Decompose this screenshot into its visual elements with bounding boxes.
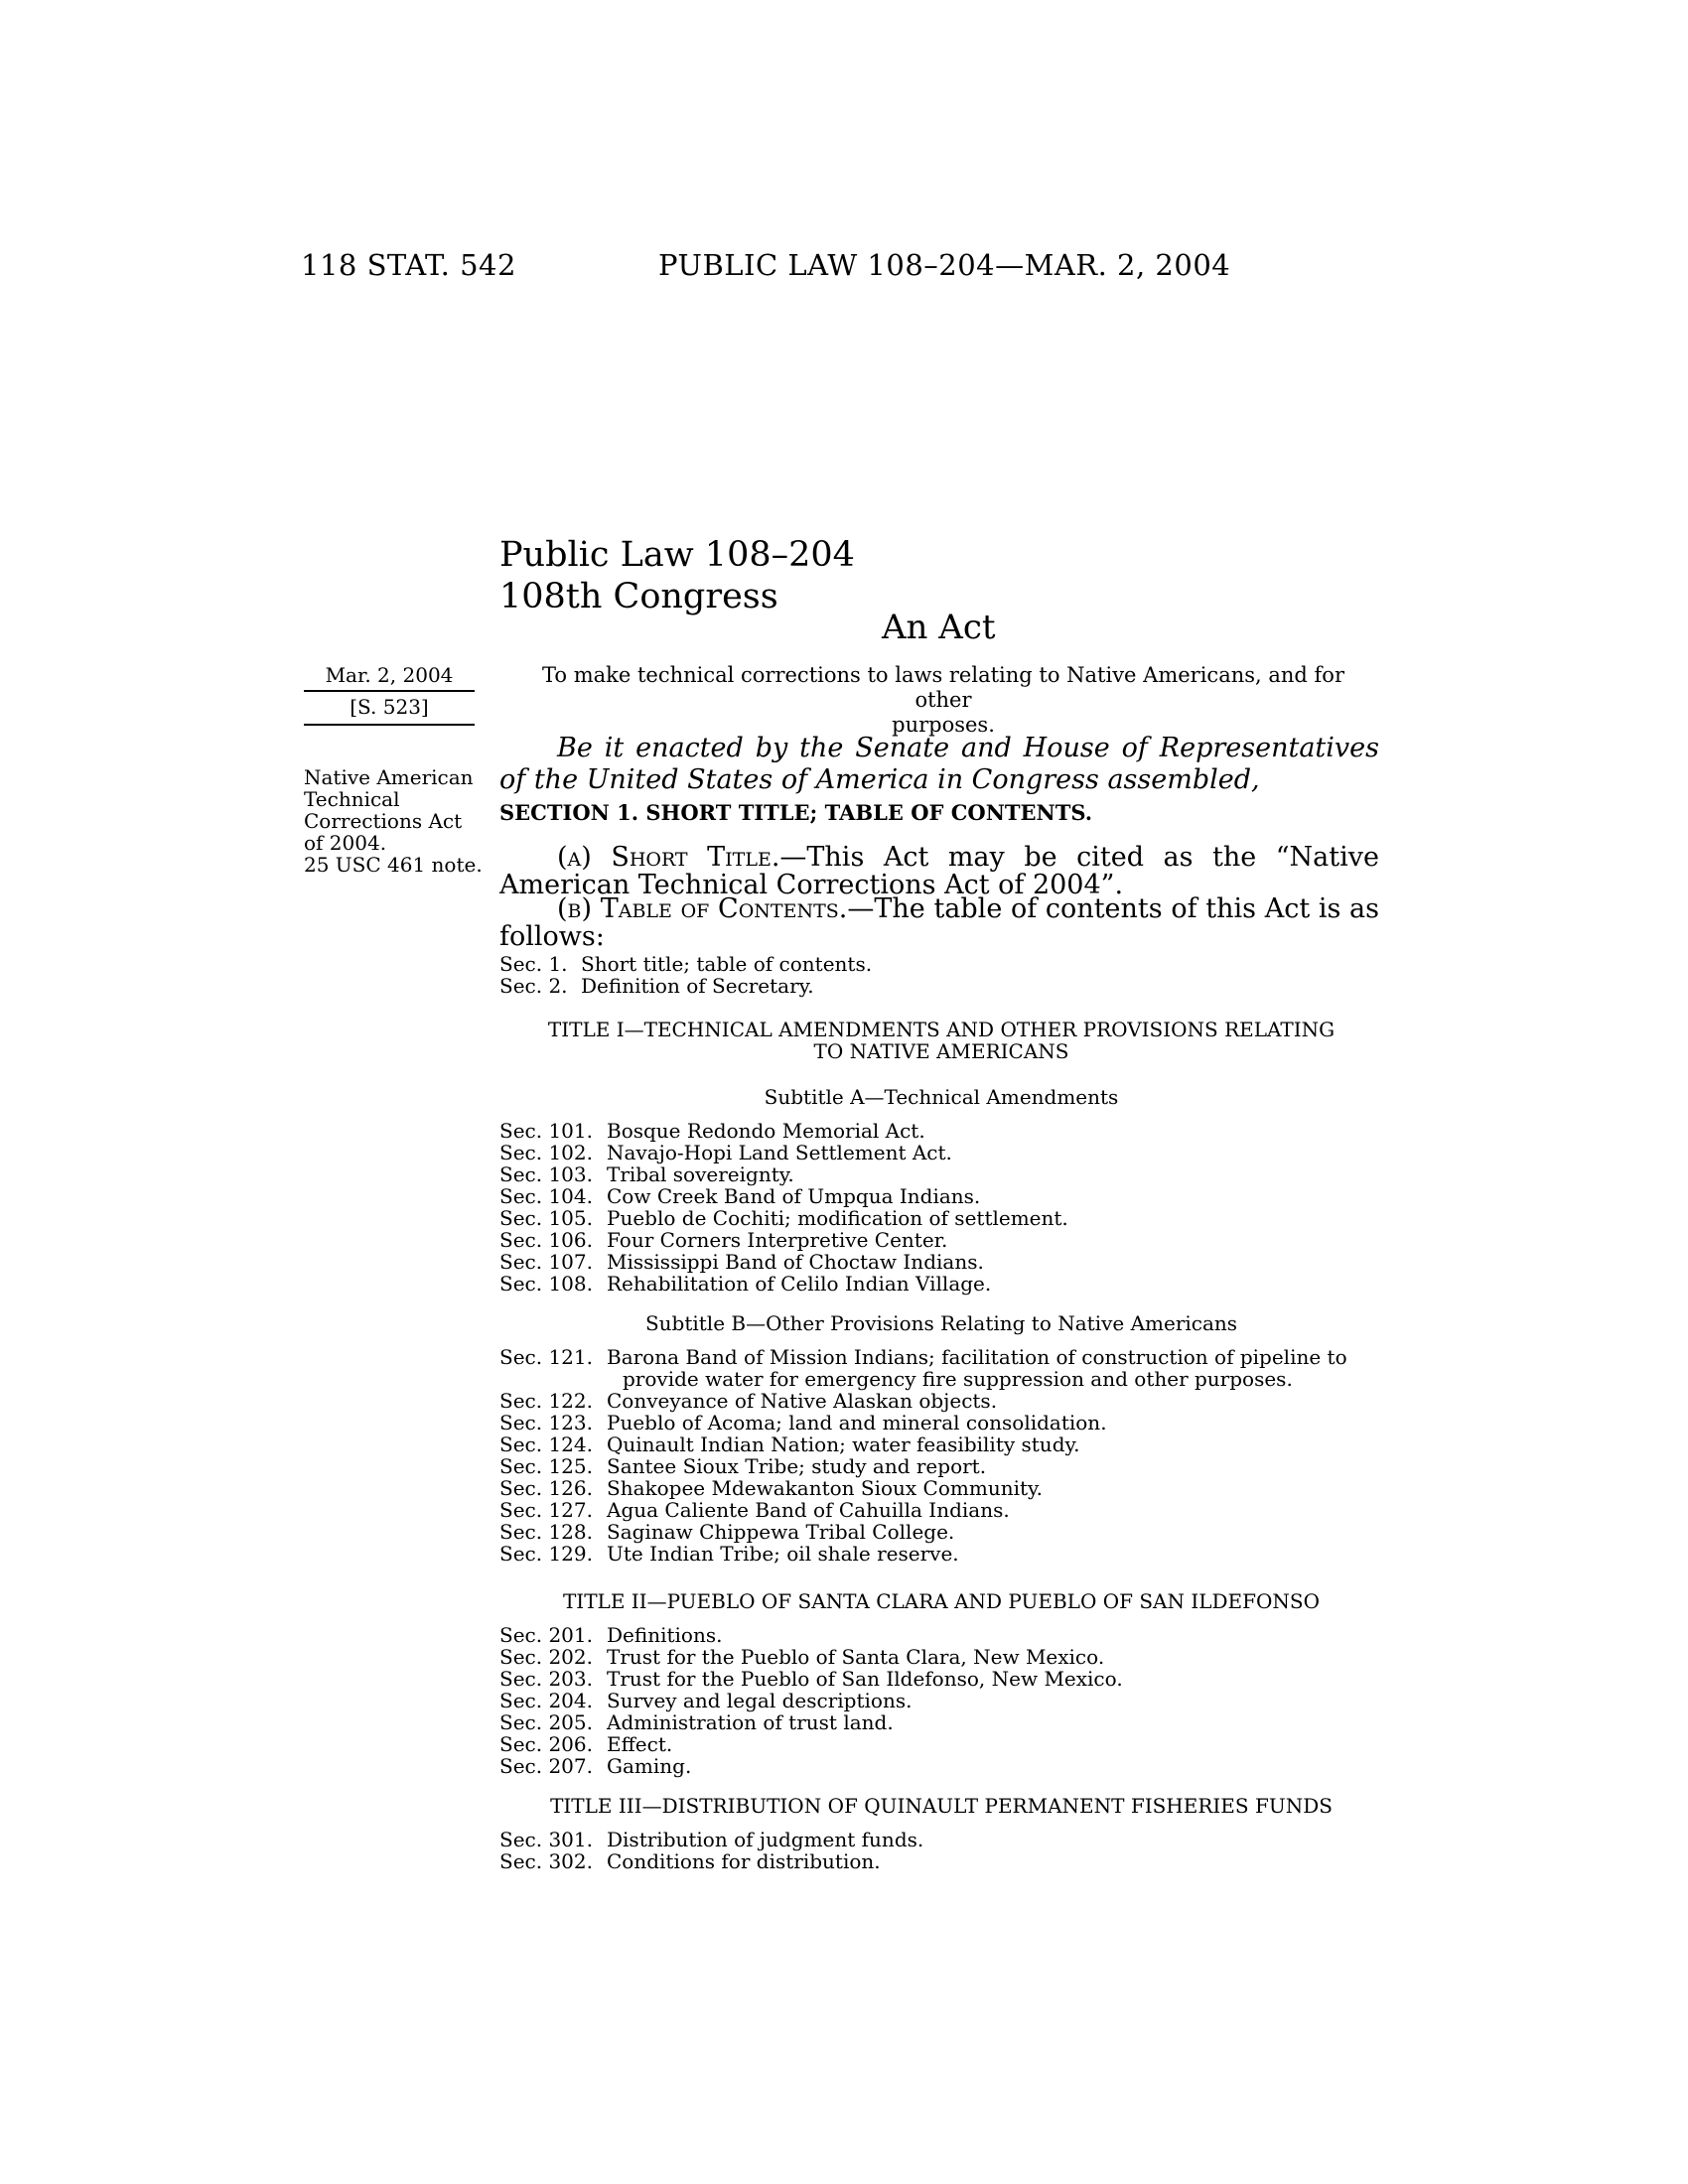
toc-entry <box>499 1455 1383 1477</box>
toc-entry <box>499 1543 1383 1565</box>
toc-title: Santee Sioux Tribe; study and report. <box>607 1454 987 1478</box>
toc-entry <box>499 1251 1383 1273</box>
toc-title: Effect. <box>607 1732 673 1756</box>
toc-title: Mississippi Band of Choctaw Indians. <box>607 1250 984 1274</box>
toc-title: Navajo-Hopi Land Settlement Act. <box>607 1141 952 1164</box>
toc-number: Sec. 201. <box>499 1623 593 1647</box>
an-act-heading: An Act <box>882 608 996 647</box>
toc-title-2-list <box>499 1624 1383 1777</box>
margin-note-line: Corrections Act <box>304 809 463 833</box>
toc-entry <box>499 1646 1383 1668</box>
toc-number: Sec. 207. <box>499 1754 593 1778</box>
toc-title-1 <box>499 1019 1383 1062</box>
toc-entry <box>499 1521 1383 1543</box>
toc-number: Sec. 301. <box>499 1828 593 1851</box>
toc-number: Sec. 103. <box>499 1162 593 1186</box>
toc-title: Trust for the Pueblo of San Ildefonso, New Mexico. <box>607 1667 1123 1691</box>
toc-subtitle-a: Subtitle A—Technical Amendments <box>764 1085 1119 1109</box>
toc-title: Trust for the Pueblo of Santa Clara, New Mexico. <box>607 1645 1105 1669</box>
toc-entry <box>499 1390 1383 1412</box>
toc-entry <box>499 975 1383 997</box>
toc-title: Pueblo de Cochiti; modification of settlement. <box>607 1206 1068 1230</box>
toc-number: Sec. 2. <box>499 974 568 998</box>
toc-title: Definition of Secretary. <box>581 974 814 998</box>
toc-entry <box>499 1412 1383 1433</box>
toc-title-3: TITLE III—DISTRIBUTION OF QUINAULT PERMANENT FISHERIES FUNDS <box>550 1794 1333 1818</box>
toc-title: Agua Caliente Band of Cahuilla Indians. <box>607 1498 1010 1522</box>
toc-entry <box>499 1163 1383 1185</box>
toc-number: Sec. 202. <box>499 1645 593 1669</box>
toc-entry <box>499 1829 1383 1850</box>
toc-number: Sec. 127. <box>499 1498 593 1522</box>
toc-entry <box>499 1668 1383 1690</box>
paragraph-table-of-contents <box>499 895 1379 951</box>
toc-title: Shakopee Mdewakanton Sioux Community. <box>607 1476 1044 1500</box>
toc-entry <box>499 1346 1383 1390</box>
toc-title: Quinault Indian Nation; water feasibility study. <box>607 1433 1080 1456</box>
toc-number: Sec. 124. <box>499 1433 593 1456</box>
paragraph-text: —This Act may be cited as the “Native American Technical Corrections Act of 2004”. <box>499 842 1380 900</box>
margin-note-line: 25 USC 461 note. <box>304 853 483 877</box>
toc-number: Sec. 102. <box>499 1141 593 1164</box>
margin-note <box>304 766 483 876</box>
toc-title: Tribal sovereignty. <box>607 1162 794 1186</box>
toc-title: Saginaw Chippewa Tribal College. <box>607 1520 955 1544</box>
toc-number: Sec. 126. <box>499 1476 593 1500</box>
toc-entry <box>499 1850 1383 1872</box>
purpose-line: purposes. <box>892 713 995 737</box>
toc-general <box>499 953 1383 997</box>
toc-subtitle-a-list <box>499 1120 1383 1295</box>
toc-title-line: TO NATIVE AMERICANS <box>813 1039 1069 1063</box>
title-block <box>499 534 855 617</box>
toc-title: Four Corners Interpretive Center. <box>607 1228 948 1252</box>
toc-number: Sec. 106. <box>499 1228 593 1252</box>
purpose-line: To make technical corrections to laws relating to Native Americans, and for other <box>542 663 1344 712</box>
toc-entry <box>499 1229 1383 1251</box>
toc-number: Sec. 104. <box>499 1184 593 1208</box>
toc-title: Administration of trust land. <box>607 1710 894 1734</box>
toc-entry <box>499 1207 1383 1229</box>
margin-date: Mar. 2, 2004 <box>304 663 475 692</box>
toc-number: Sec. 128. <box>499 1520 593 1544</box>
toc-entry <box>499 1185 1383 1207</box>
toc-number: Sec. 204. <box>499 1689 593 1712</box>
toc-title: Pueblo of Acoma; land and mineral consolidation. <box>607 1411 1107 1434</box>
toc-subtitle-b: Subtitle B—Other Provisions Relating to Native Americans <box>644 1311 1238 1335</box>
margin-note-line: of 2004. <box>304 831 387 855</box>
act-purpose <box>516 663 1370 738</box>
toc-entry <box>499 953 1383 975</box>
toc-title-3-list <box>499 1829 1383 1872</box>
toc-number: Sec. 105. <box>499 1206 593 1230</box>
public-law-number: Public Law 108–204 <box>499 535 855 575</box>
toc-entry <box>499 1273 1383 1295</box>
toc-title: Survey and legal descriptions. <box>607 1689 913 1712</box>
toc-title-line: TITLE I—TECHNICAL AMENDMENTS AND OTHER PROVISIONS RELATING <box>547 1018 1336 1041</box>
toc-number: Sec. 123. <box>499 1411 593 1434</box>
toc-number: Sec. 121. <box>499 1345 593 1369</box>
margin-note-line: Technical <box>304 787 400 811</box>
toc-number: Sec. 101. <box>499 1119 593 1143</box>
toc-title: Rehabilitation of Celilo Indian Village. <box>607 1272 992 1296</box>
toc-title: Conditions for distribution. <box>607 1849 881 1873</box>
toc-entry <box>499 1499 1383 1521</box>
toc-number: Sec. 108. <box>499 1272 593 1296</box>
toc-subtitle-b-list <box>499 1346 1383 1565</box>
toc-title: Distribution of judgment funds. <box>607 1828 924 1851</box>
toc-title: Gaming. <box>607 1754 692 1778</box>
toc-number: Sec. 107. <box>499 1250 593 1274</box>
toc-title: Short title; table of contents. <box>581 952 873 976</box>
enacting-clause: Be it enacted by the Senate and House of Representatives of the United States of America in Congress assembled, <box>499 733 1379 795</box>
paragraph-label: (a) Short Title. <box>557 842 780 873</box>
toc-number: Sec. 205. <box>499 1710 593 1734</box>
paragraph-short-title <box>499 844 1379 899</box>
toc-title: Ute Indian Tribe; oil shale reserve. <box>607 1542 959 1566</box>
toc-title: Bosque Redondo Memorial Act. <box>607 1119 925 1143</box>
margin-note-line: Native American <box>304 765 474 789</box>
toc-entry <box>499 1690 1383 1711</box>
toc-number: Sec. 302. <box>499 1849 593 1873</box>
toc-entry <box>499 1755 1383 1777</box>
toc-title: Cow Creek Band of Umpqua Indians. <box>607 1184 981 1208</box>
toc-number: Sec. 129. <box>499 1542 593 1566</box>
page-header-stat: 118 STAT. 542 <box>301 248 516 282</box>
toc-number: Sec. 122. <box>499 1389 593 1413</box>
toc-entry <box>499 1733 1383 1755</box>
toc-entry <box>499 1711 1383 1733</box>
section-heading: SECTION 1. SHORT TITLE; TABLE OF CONTENTS. <box>499 800 1093 825</box>
toc-title: Definitions. <box>607 1623 723 1647</box>
paragraph-label: (b) Table of Contents. <box>557 893 848 924</box>
toc-entry <box>499 1120 1383 1142</box>
toc-title: Barona Band of Mission Indians; facilitation of construction of pipeline to provide water for emergency fire suppression and other purposes. <box>607 1345 1347 1391</box>
toc-entry <box>499 1624 1383 1646</box>
congress-number: 108th Congress <box>499 577 778 616</box>
toc-title-2: TITLE II—PUEBLO OF SANTA CLARA AND PUEBLO OF SAN ILDEFONSO <box>562 1589 1321 1613</box>
toc-number: Sec. 206. <box>499 1732 593 1756</box>
toc-entry <box>499 1433 1383 1455</box>
toc-number: Sec. 1. <box>499 952 568 976</box>
toc-number: Sec. 125. <box>499 1454 593 1478</box>
toc-number: Sec. 203. <box>499 1667 593 1691</box>
toc-entry <box>499 1477 1383 1499</box>
toc-entry <box>499 1142 1383 1163</box>
paragraph-text: —The table of contents of this Act is as follows: <box>499 893 1380 952</box>
margin-bill-number: [S. 523] <box>304 695 475 726</box>
toc-title: Conveyance of Native Alaskan objects. <box>607 1389 998 1413</box>
page-header-law: PUBLIC LAW 108–204—MAR. 2, 2004 <box>658 248 1231 282</box>
